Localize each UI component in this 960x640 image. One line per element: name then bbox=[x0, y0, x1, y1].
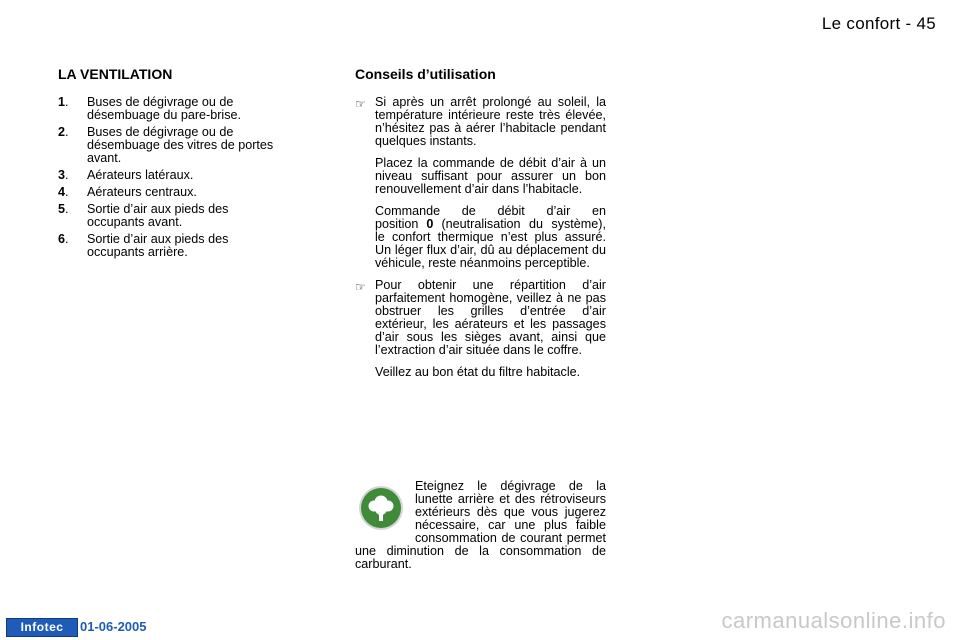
item-text: Aérateurs latéraux. bbox=[87, 168, 194, 182]
tip-paragraph: Pour obtenir une répartition d’air parfaitement homogène, veillez à ne pas obstruer les grilles d’entrée d’air extérieur, les aérateurs et les passages d’air sous les sièges avant, ainsi que l’extraction d’air située dans le coffre. bbox=[375, 278, 606, 357]
tip-paragraph: Veillez au bon état du filtre habitacle. bbox=[375, 365, 581, 379]
page-title: Le confort - 45 bbox=[821, 14, 936, 33]
tip-paragraph: Si après un arrêt prolongé au soleil, la température intérieure reste très élevée, n’hésitez pas à aérer l’habitacle pendant quelques instants. bbox=[375, 95, 606, 148]
usage-tips-section bbox=[355, 66, 606, 388]
item-number: 2 bbox=[58, 125, 66, 139]
list-item: 4. Aérateurs centraux. bbox=[58, 185, 197, 199]
item-text: Aérateurs centraux. bbox=[87, 185, 197, 199]
section-title: Conseils d’utilisation bbox=[355, 66, 496, 82]
item-text: Buses de dégivrage ou de désembuage du pare-brise. bbox=[87, 95, 242, 122]
item-number: 6 bbox=[58, 232, 66, 246]
tree-icon bbox=[361, 488, 401, 528]
position-zero: 0 bbox=[426, 217, 434, 231]
list-item: 1. Buses de dégivrage ou de désembuage du pare-brise. bbox=[58, 95, 242, 122]
item-text: Buses de dégivrage ou de désembuage des vitres de portes avant. bbox=[87, 125, 274, 165]
section-title: LA VENTILATION bbox=[58, 66, 173, 82]
pointing-hand-icon: ☞ bbox=[355, 97, 366, 111]
eco-tip bbox=[355, 480, 606, 571]
infotec-logo: Infotec bbox=[6, 618, 78, 637]
item-text: Sortie d’air aux pieds des occupants avant. bbox=[87, 202, 229, 229]
list-item: 6. Sortie d’air aux pieds des occupants arrière. bbox=[58, 232, 229, 259]
pointing-hand-icon: ☞ bbox=[355, 280, 366, 294]
item-number: 5 bbox=[58, 202, 66, 216]
eco-text: Eteignez le dégivrage de la lunette arrière et des rétroviseurs extérieurs dès que vous jugerez nécessaire, car une plus faible consommation de courant permet une diminution de la consommation de carburant. bbox=[355, 479, 606, 571]
item-number: 3 bbox=[58, 168, 66, 182]
list-item: 2. Buses de dégivrage ou de désembuage des vitres de portes avant. bbox=[58, 125, 274, 165]
tip-paragraph: Placez la commande de débit d’air à un niveau suffisant pour assurer un bon renouvellement d’air dans l’habitacle. bbox=[375, 156, 606, 196]
tip-block bbox=[355, 279, 606, 379]
item-text: Sortie d’air aux pieds des occupants arrière. bbox=[87, 232, 229, 259]
item-number: 1 bbox=[58, 95, 66, 109]
ventilation-section bbox=[58, 66, 280, 263]
list-item: 3. Aérateurs latéraux. bbox=[58, 168, 194, 182]
watermark: carmanualsonline.info bbox=[721, 608, 946, 633]
list-item: 5. Sortie d’air aux pieds des occupants avant. bbox=[58, 202, 229, 229]
edition-date: 01-06-2005 bbox=[80, 619, 147, 634]
tip-block bbox=[355, 96, 606, 270]
tip-paragraph: Commande de débit d’air en position 0 (neutralisation du système), le confort thermique n’est plus assuré. Un léger flux d’air, dû au déplacement du véhicule, reste néanmoins perceptible. bbox=[375, 204, 606, 270]
item-number: 4 bbox=[58, 185, 66, 199]
